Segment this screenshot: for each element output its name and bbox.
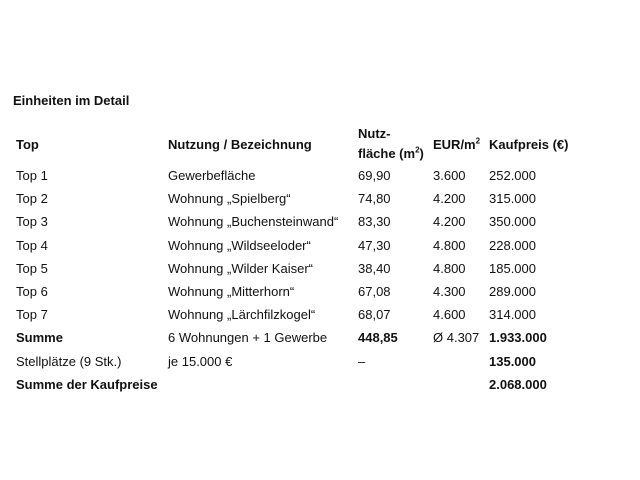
cell-kaufpreis: 252.000 xyxy=(489,168,536,184)
cell-flaeche: 83,30 xyxy=(358,214,391,230)
cell-kaufpreis: 185.000 xyxy=(489,260,536,276)
table-row xyxy=(12,164,583,187)
units-table xyxy=(12,124,583,396)
summe-nutzung: 6 Wohnungen + 1 Gewerbe xyxy=(168,330,328,346)
header-flaeche-end: ) xyxy=(419,146,424,161)
cell-nutzung: Wohnung „Lärchfilzkogel“ xyxy=(168,307,316,323)
table-row xyxy=(12,234,583,257)
summe-eur: Ø 4.307 xyxy=(433,330,480,346)
header-top: Top xyxy=(16,136,39,152)
header-eur-sup: 2 xyxy=(475,136,481,146)
header-flaeche xyxy=(354,124,429,164)
stellplaetze-flaeche: – xyxy=(358,353,366,369)
cell-kaufpreis: 350.000 xyxy=(489,214,536,230)
stellplaetze-eur xyxy=(429,350,485,373)
total-kaufpreis: 2.068.000 xyxy=(489,376,547,392)
header-eur xyxy=(429,124,485,164)
stellplaetze-row xyxy=(12,350,583,373)
cell-top: Top 6 xyxy=(16,284,48,300)
cell-eur: 4.800 xyxy=(433,237,466,253)
cell-top: Top 1 xyxy=(16,168,48,184)
cell-eur: 4.200 xyxy=(433,214,466,230)
cell-flaeche: 74,80 xyxy=(358,191,391,207)
header-flaeche-sup: 2 xyxy=(415,145,420,155)
total-row xyxy=(12,373,583,396)
summe-kaufpreis: 1.933.000 xyxy=(489,330,547,346)
header-nutzung: Nutzung / Bezeichnung xyxy=(168,136,312,152)
cell-top: Top 3 xyxy=(16,214,48,230)
cell-top: Top 2 xyxy=(16,191,48,207)
cell-nutzung: Wohnung „Mitterhorn“ xyxy=(168,284,295,300)
cell-eur: 3.600 xyxy=(433,168,466,184)
stellplaetze-label: Stellplätze (9 Stk.) xyxy=(16,353,122,369)
table-row xyxy=(12,187,583,210)
cell-nutzung: Wohnung „Buchensteinwand“ xyxy=(168,214,339,230)
cell-nutzung: Wohnung „Wildseeloder“ xyxy=(168,237,311,253)
table-row xyxy=(12,210,583,233)
summe-flaeche: 448,85 xyxy=(358,330,398,346)
summe-label: Summe xyxy=(16,330,63,346)
table-row xyxy=(12,280,583,303)
cell-flaeche: 67,08 xyxy=(358,284,391,300)
header-flaeche-line1: Nutz- xyxy=(358,126,391,141)
cell-kaufpreis: 315.000 xyxy=(489,191,536,207)
cell-flaeche: 68,07 xyxy=(358,307,391,323)
cell-eur: 4.300 xyxy=(433,284,466,300)
stellplaetze-nutzung: je 15.000 € xyxy=(168,353,233,369)
cell-eur: 4.800 xyxy=(433,260,466,276)
cell-top: Top 4 xyxy=(16,237,48,253)
table-row xyxy=(12,303,583,326)
section-title: Einheiten im Detail xyxy=(13,93,130,108)
summe-row xyxy=(12,326,583,349)
cell-kaufpreis: 314.000 xyxy=(489,307,536,323)
stellplaetze-kaufpreis: 135.000 xyxy=(489,353,536,369)
header-eur-label: EUR/m xyxy=(433,136,476,152)
cell-nutzung: Wohnung „Wilder Kaiser“ xyxy=(168,260,313,276)
header-kaufpreis: Kaufpreis (€) xyxy=(489,136,569,152)
cell-eur: 4.200 xyxy=(433,191,466,207)
cell-flaeche: 69,90 xyxy=(358,168,391,184)
header-flaeche-line2: fläche (m xyxy=(358,146,416,161)
cell-nutzung: Gewerbefläche xyxy=(168,168,256,184)
cell-flaeche: 47,30 xyxy=(358,237,391,253)
cell-flaeche: 38,40 xyxy=(358,260,391,276)
table-header-row xyxy=(12,124,583,164)
cell-kaufpreis: 289.000 xyxy=(489,284,536,300)
cell-top: Top 7 xyxy=(16,307,48,323)
cell-nutzung: Wohnung „Spielberg“ xyxy=(168,191,291,207)
cell-eur: 4.600 xyxy=(433,307,466,323)
cell-kaufpreis: 228.000 xyxy=(489,237,536,253)
cell-top: Top 5 xyxy=(16,260,48,276)
table-row xyxy=(12,257,583,280)
total-label: Summe der Kaufpreise xyxy=(16,376,158,392)
